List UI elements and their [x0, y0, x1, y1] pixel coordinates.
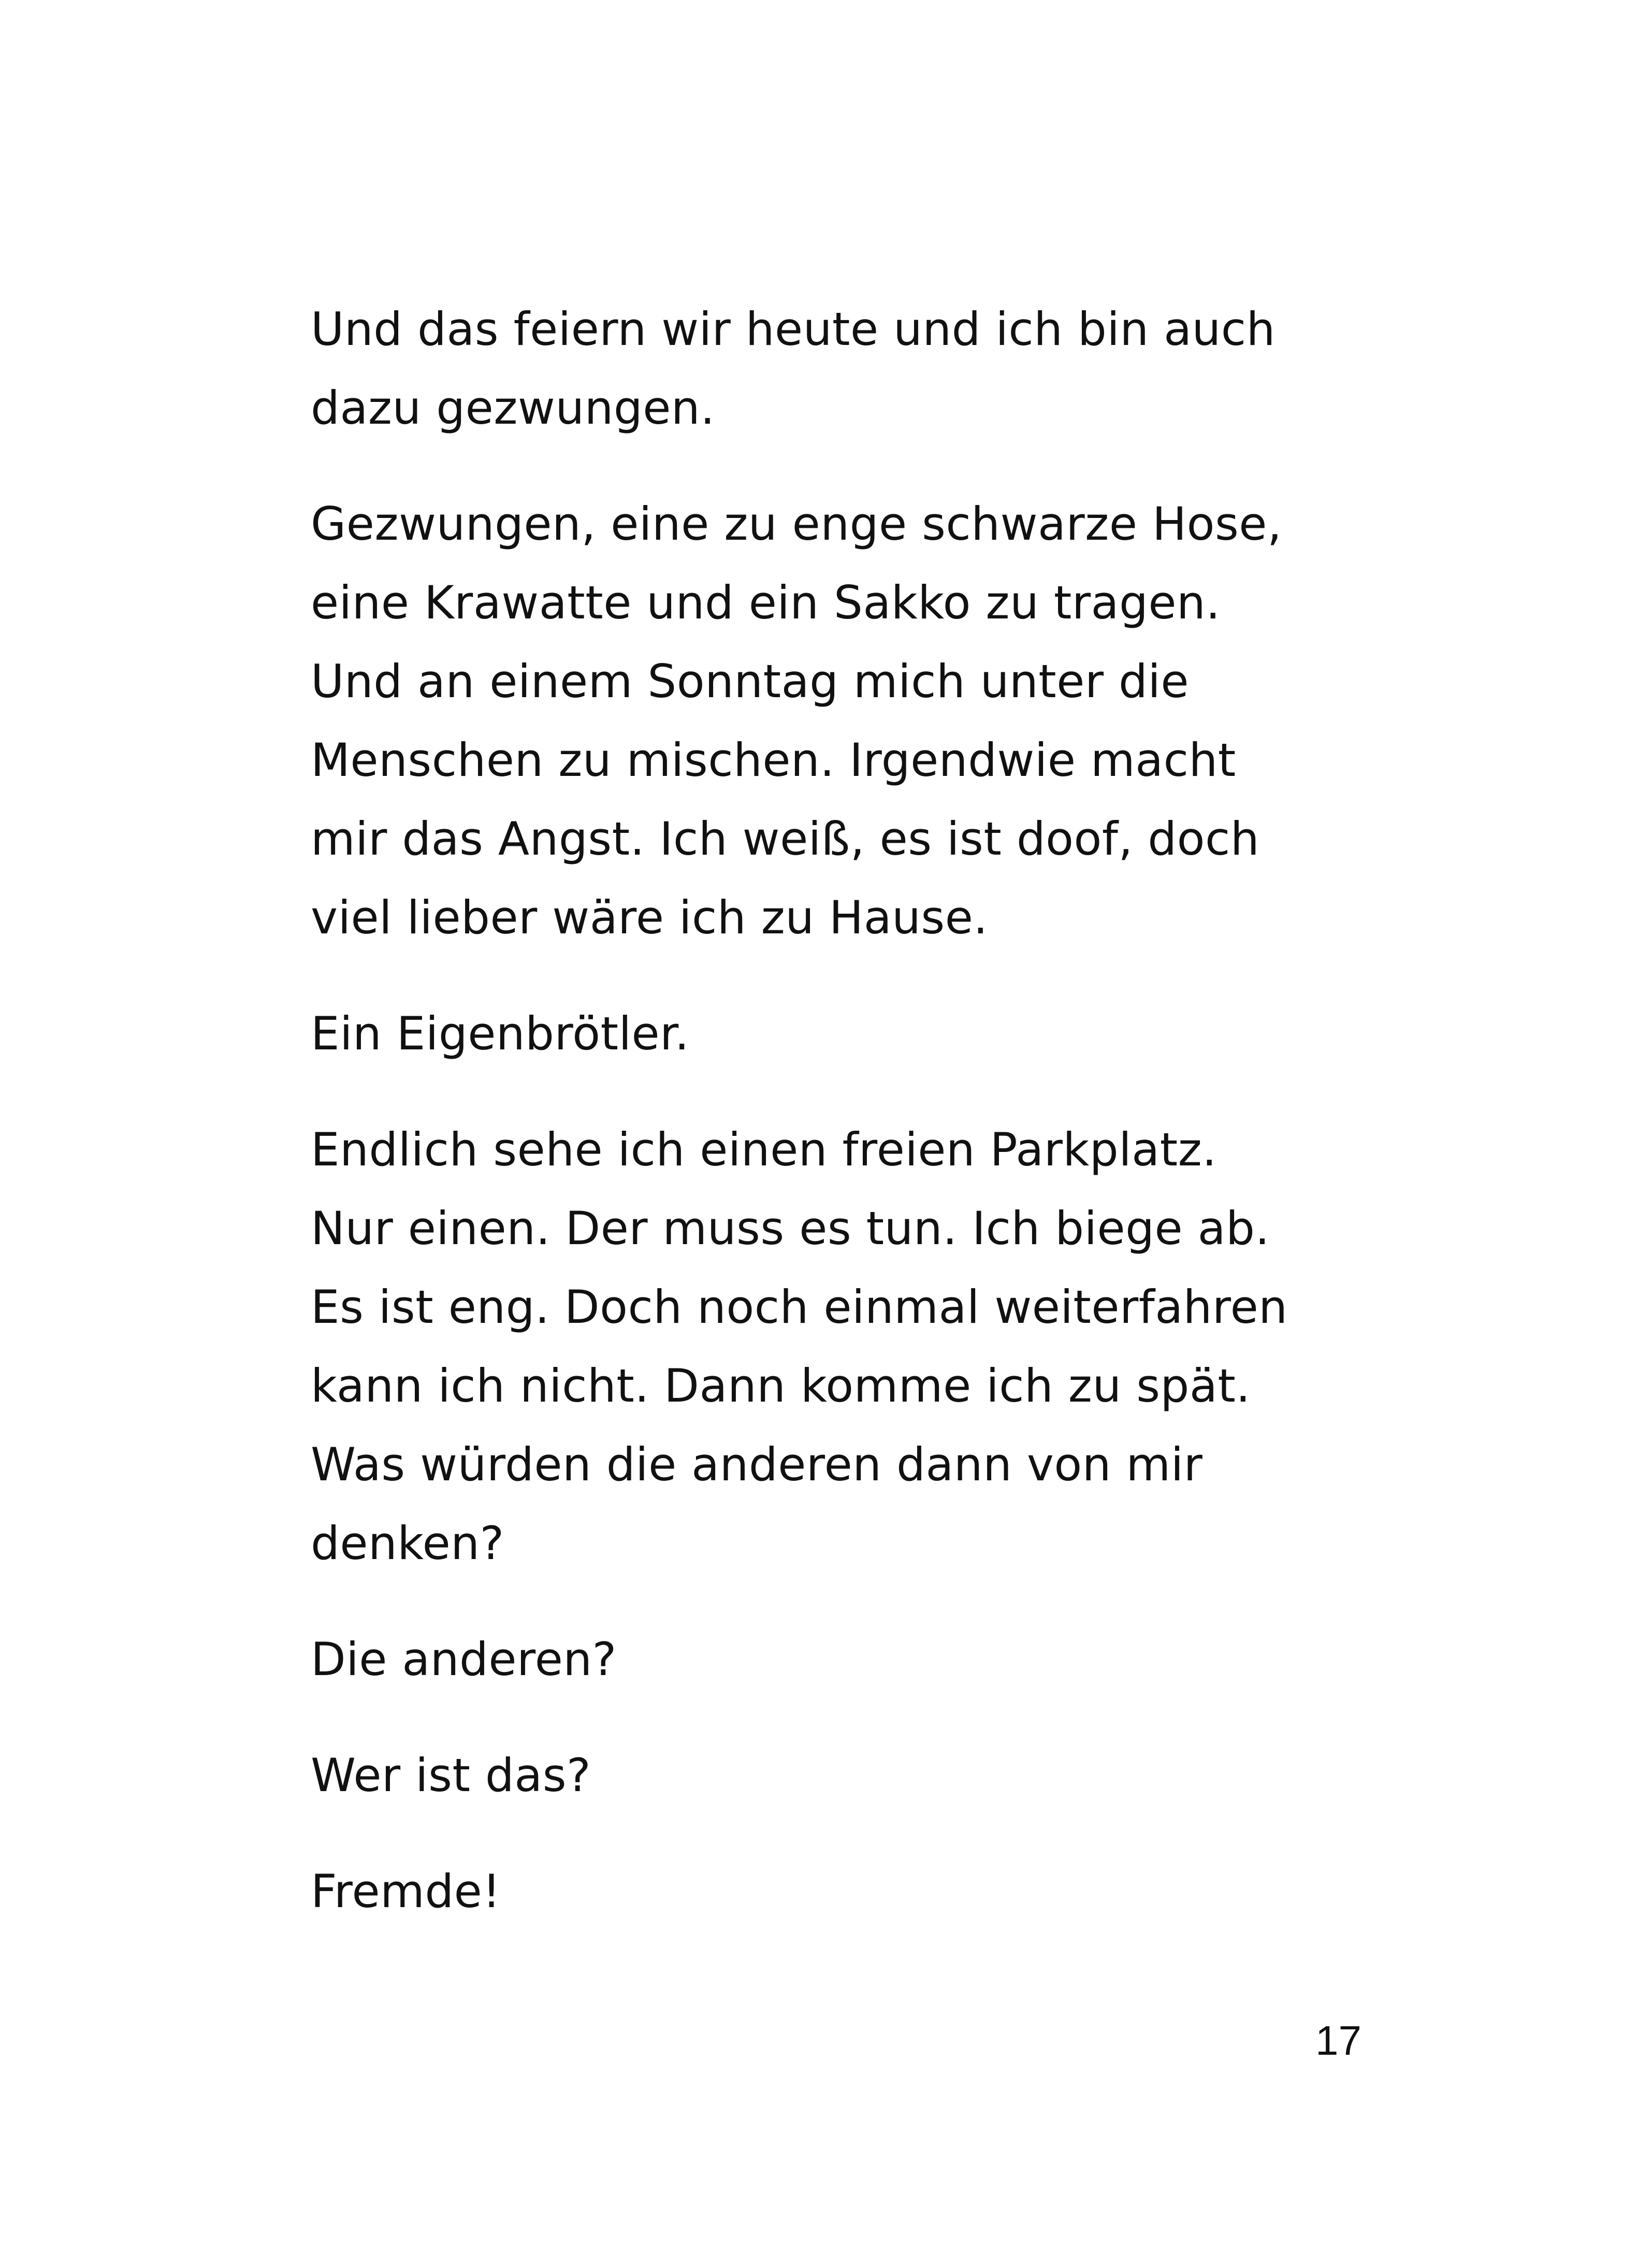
text-line: Es ist eng. Doch noch einmal weiterfahren: [311, 1280, 1288, 1334]
paragraph: [311, 1111, 1398, 1583]
text-line: Endlich sehe ich einen freien Parkplatz.: [311, 1123, 1217, 1176]
page-number: 17: [1315, 2017, 1361, 2064]
text-line: Fremde!: [311, 1865, 501, 1918]
text-line: Gezwungen, eine zu enge schwarze Hose,: [311, 497, 1282, 551]
text-line: Wer ist das?: [311, 1749, 591, 1802]
body-text: [311, 290, 1398, 1968]
text-line: kann ich nicht. Dann komme ich zu spät.: [311, 1359, 1251, 1412]
text-line: Ein Eigenbrötler.: [311, 1007, 690, 1060]
text-line: Was würden die anderen dann von mir: [311, 1438, 1203, 1491]
text-line: Nur einen. Der muss es tun. Ich biege ab.: [311, 1202, 1270, 1255]
text-line: denken?: [311, 1517, 504, 1570]
text-line: Und an einem Sonntag mich unter die: [311, 655, 1189, 708]
paragraph: [311, 290, 1398, 448]
text-line: dazu gezwungen.: [311, 381, 715, 435]
paragraph: [311, 994, 1398, 1073]
paragraph: [311, 485, 1398, 957]
text-line: Und das feiern wir heute und ich bin auch: [311, 302, 1276, 356]
text-line: mir das Angst. Ich weiß, es ist doof, doch: [311, 812, 1260, 866]
text-line: Menschen zu mischen. Irgendwie macht: [311, 733, 1236, 787]
text-line: eine Krawatte und ein Sakko zu tragen.: [311, 576, 1221, 629]
text-line: viel lieber wäre ich zu Hause.: [311, 891, 988, 944]
paragraph: [311, 1736, 1398, 1815]
text-line: Die anderen?: [311, 1633, 617, 1686]
paragraph: [311, 1620, 1398, 1699]
paragraph: [311, 1852, 1398, 1931]
